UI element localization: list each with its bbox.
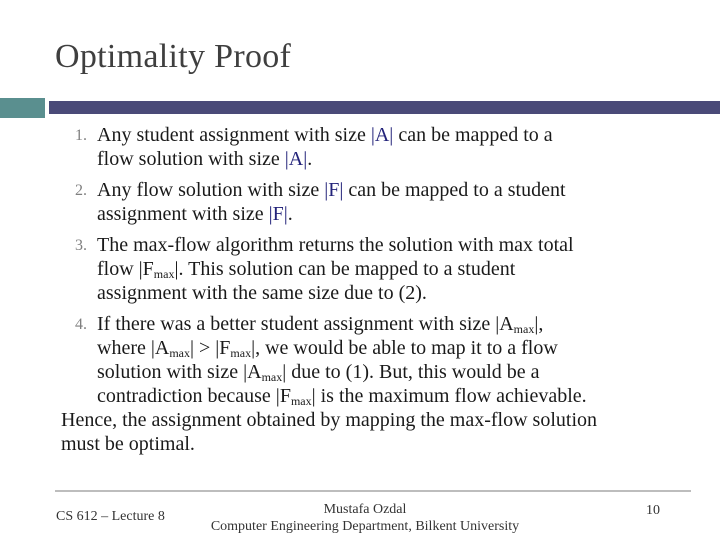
text-line: Hence, the assignment obtained by mapping the max-flow solution bbox=[61, 409, 597, 431]
text-line bbox=[97, 147, 659, 171]
list-item bbox=[59, 312, 659, 408]
math-expression: |F| bbox=[324, 179, 344, 201]
footer-divider bbox=[55, 490, 691, 492]
conclusion-paragraph bbox=[61, 408, 659, 456]
text-segment: can be mapped to a student bbox=[343, 179, 566, 201]
footer-author-block bbox=[200, 501, 530, 535]
text-segment: solution with size |A bbox=[97, 361, 262, 383]
text-segment: assignment with the same size due to (2). bbox=[97, 282, 427, 304]
subscript: max bbox=[230, 346, 252, 360]
text-segment: . bbox=[287, 203, 293, 225]
text-segment: assignment with size bbox=[97, 203, 269, 225]
math-expression: |A| bbox=[370, 124, 394, 146]
text-line bbox=[97, 384, 659, 408]
subscript: max bbox=[513, 322, 535, 336]
text-line bbox=[97, 233, 659, 257]
text-segment: Any student assignment with size bbox=[97, 124, 371, 146]
list-item bbox=[59, 178, 659, 226]
text-line bbox=[97, 312, 659, 336]
text-segment: |. This solution can be mapped to a student bbox=[174, 258, 516, 280]
list-number: 3. bbox=[75, 237, 87, 254]
subscript: max bbox=[261, 370, 283, 384]
text-segment: The max-flow algorithm returns the solution with max total bbox=[97, 234, 574, 256]
text-segment: |, bbox=[534, 313, 544, 335]
text-line bbox=[97, 202, 659, 226]
text-segment: flow |F bbox=[97, 258, 154, 280]
math-expression: |A| bbox=[284, 148, 308, 170]
text-segment: contradiction because |F bbox=[97, 385, 291, 407]
footer-course: CS 612 – Lecture 8 bbox=[56, 509, 165, 524]
slide-title: Optimality Proof bbox=[55, 38, 292, 75]
title-underline-bar bbox=[49, 101, 720, 114]
subscript: max bbox=[169, 346, 190, 360]
text-line bbox=[97, 281, 659, 305]
text-line bbox=[97, 123, 659, 147]
text-line bbox=[97, 178, 659, 202]
slide-body bbox=[59, 123, 659, 456]
page-number: 10 bbox=[646, 503, 660, 518]
title-accent-bar bbox=[0, 98, 45, 118]
footer-department: Computer Engineering Department, Bilkent University bbox=[210, 519, 520, 534]
list-number: 1. bbox=[75, 127, 87, 144]
subscript: max bbox=[153, 267, 175, 281]
text-segment: flow solution with size bbox=[97, 148, 285, 170]
math-expression: |F| bbox=[268, 203, 288, 225]
subscript: max bbox=[290, 394, 312, 408]
text-line bbox=[97, 360, 659, 384]
text-line bbox=[97, 336, 659, 360]
text-segment: | due to (1). But, this would be a bbox=[282, 361, 540, 383]
text-segment: | > |F bbox=[189, 337, 231, 359]
text-segment: where |A bbox=[97, 337, 170, 359]
text-segment: Any flow solution with size bbox=[97, 179, 325, 201]
text-segment: | is the maximum flow achievable. bbox=[311, 385, 587, 407]
text-line: must be optimal. bbox=[61, 433, 195, 455]
text-segment: can be mapped to a bbox=[393, 124, 553, 146]
list-item bbox=[59, 123, 659, 171]
list-number: 4. bbox=[75, 316, 87, 333]
list-number: 2. bbox=[75, 182, 87, 199]
list-item bbox=[59, 233, 659, 305]
footer-author: Mustafa Ozdal bbox=[323, 502, 407, 517]
text-line bbox=[97, 257, 659, 281]
text-segment: |, we would be able to map it to a flow bbox=[251, 337, 558, 359]
text-segment: If there was a better student assignment with size |A bbox=[97, 313, 514, 335]
text-segment: . bbox=[307, 148, 313, 170]
